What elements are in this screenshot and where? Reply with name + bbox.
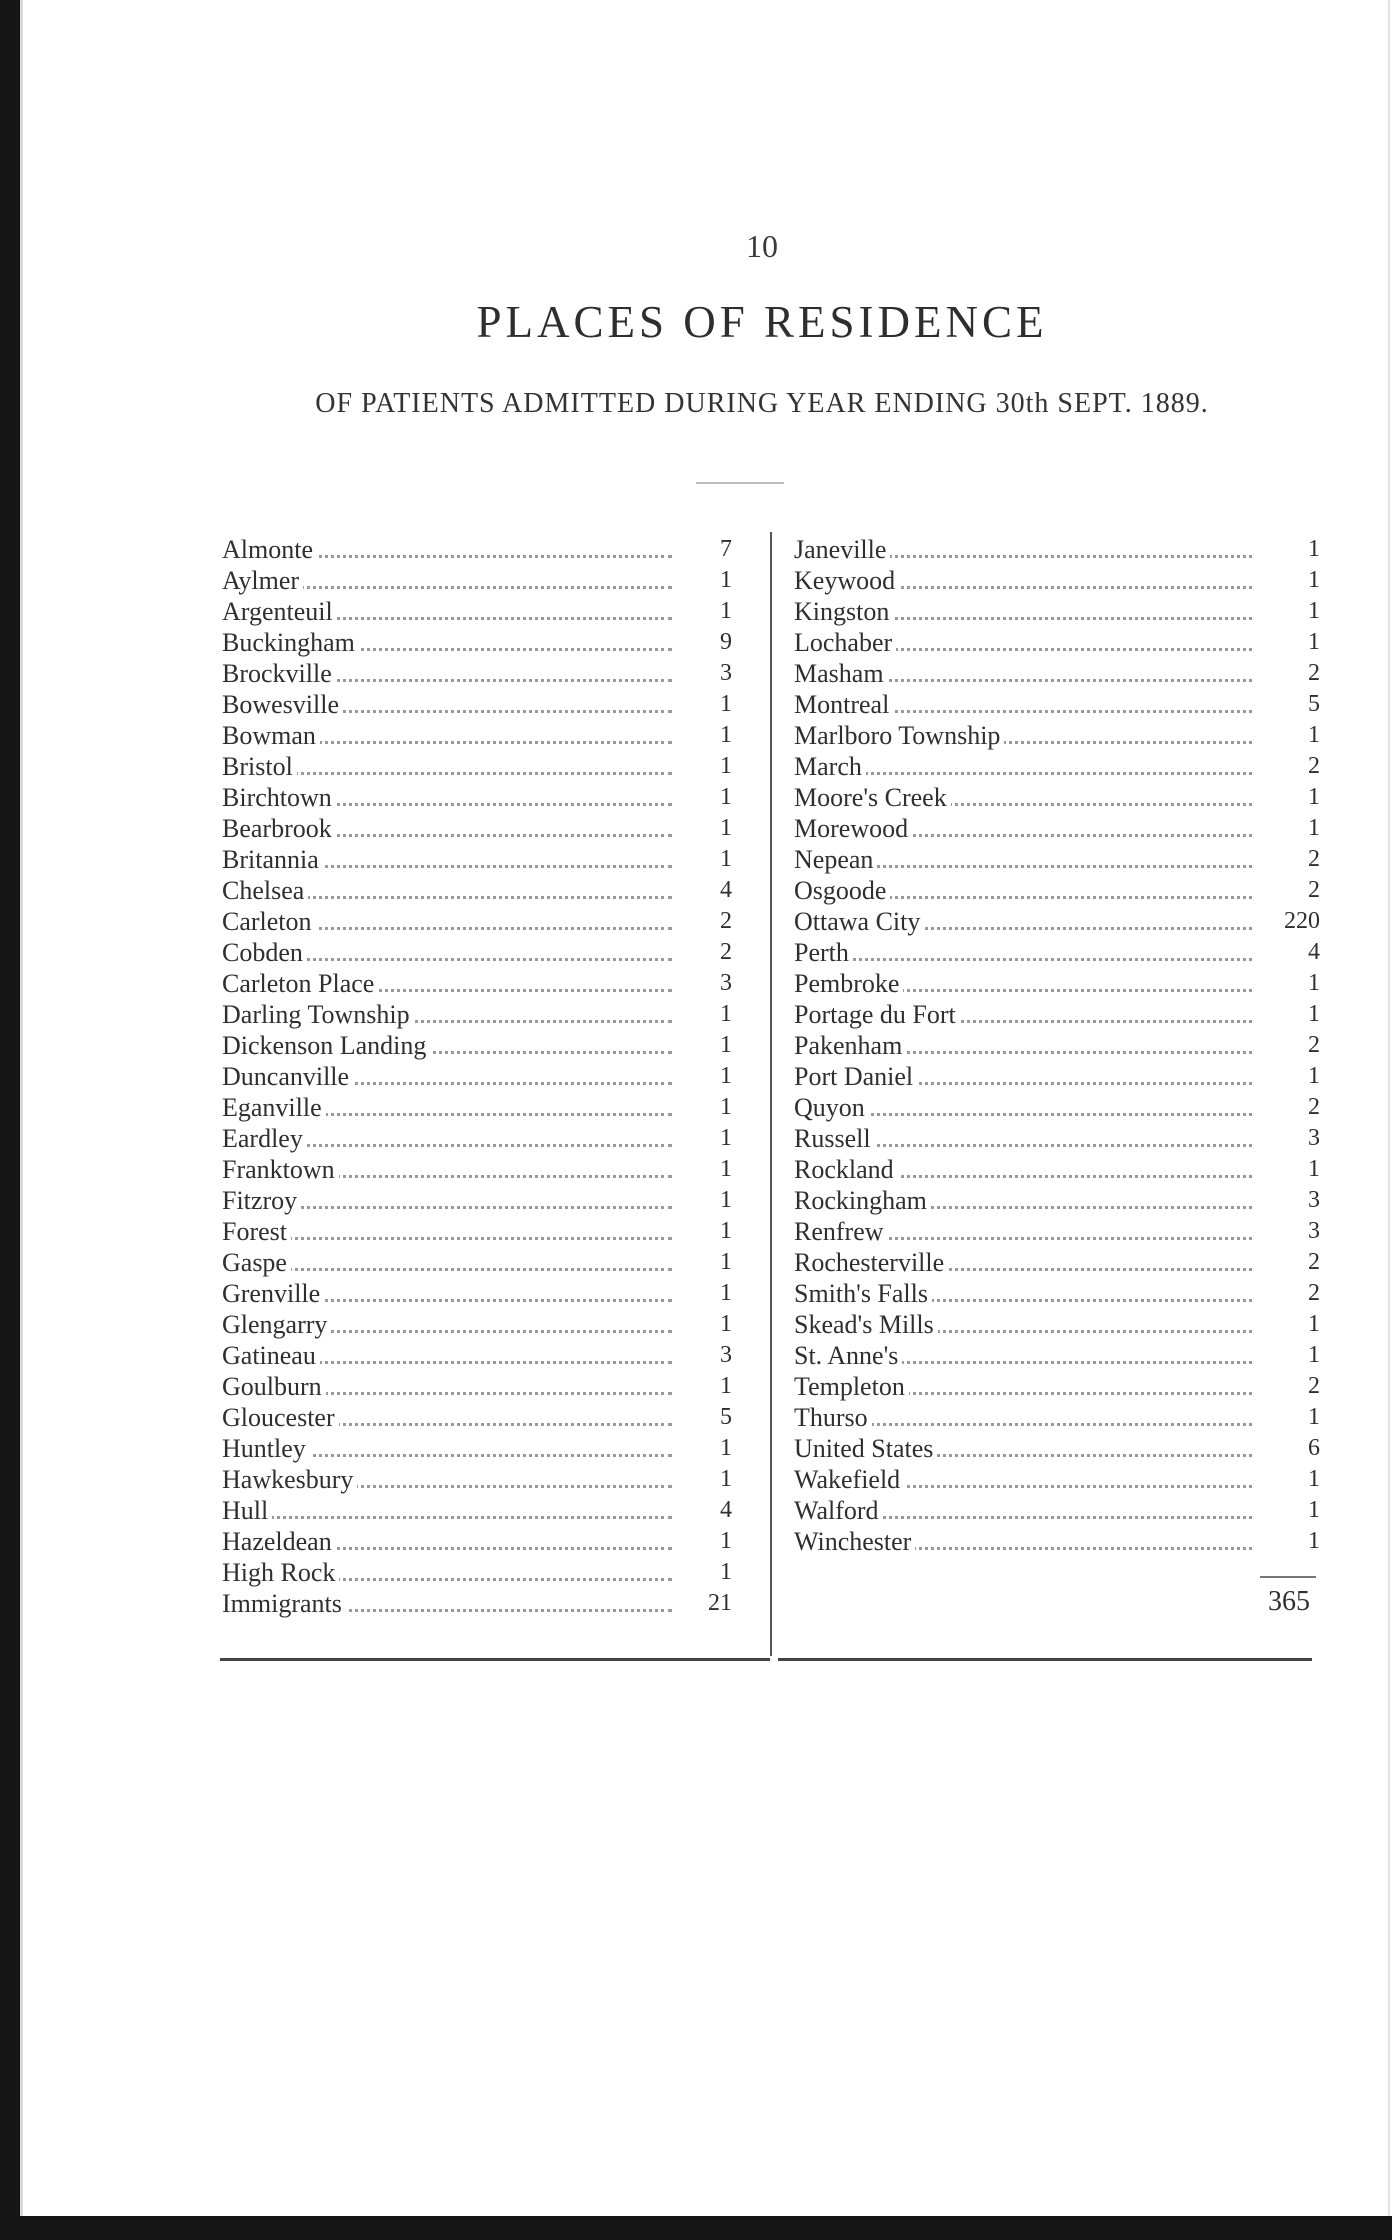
list-item (222, 1557, 732, 1588)
patient-count: 2 (1308, 1094, 1320, 1120)
list-item (794, 534, 1320, 565)
grand-total: 365 (1268, 1586, 1310, 1617)
place-name: Brockville (222, 658, 336, 689)
list-item (222, 1247, 732, 1278)
list-item (794, 906, 1320, 937)
list-item (794, 565, 1320, 596)
list-item (222, 1433, 732, 1464)
list-item (222, 1030, 732, 1061)
list-item (794, 1278, 1320, 1309)
place-name: Goulburn (222, 1371, 326, 1402)
list-item (794, 1371, 1320, 1402)
patient-count: 1 (1308, 1001, 1320, 1027)
place-name: Walford (794, 1495, 883, 1526)
patient-count: 1 (1308, 1311, 1320, 1337)
page-title: PLACES OF RESIDENCE (476, 297, 1048, 347)
patient-count: 1 (720, 1466, 732, 1492)
place-name: United States (794, 1433, 937, 1464)
place-name: Immigrants (222, 1588, 346, 1619)
list-item (794, 1402, 1320, 1433)
bottom-rule-left (220, 1658, 770, 1661)
place-name: Glengarry (222, 1309, 331, 1340)
place-name: Montreal (794, 689, 893, 720)
list-item (222, 658, 732, 689)
bottom-rule-right (778, 1658, 1312, 1661)
place-name: Chelsea (222, 875, 308, 906)
list-item (222, 1185, 732, 1216)
place-name: Gaspe (222, 1247, 291, 1278)
place-name: Wakefield (794, 1464, 904, 1495)
column-divider (770, 532, 772, 1656)
list-item (222, 751, 732, 782)
patient-count: 3 (720, 970, 732, 996)
list-item (794, 1123, 1320, 1154)
list-item (222, 1340, 732, 1371)
list-item (222, 1495, 732, 1526)
patient-count: 5 (1308, 691, 1320, 717)
list-item (794, 1216, 1320, 1247)
list-item (222, 1154, 732, 1185)
dot-leader (794, 958, 1252, 961)
list-item (794, 875, 1320, 906)
place-name: St. Anne's (794, 1340, 902, 1371)
place-name: Portage du Fort (794, 999, 960, 1030)
patient-count: 3 (1308, 1125, 1320, 1151)
list-item (794, 1340, 1320, 1371)
list-item (794, 1092, 1320, 1123)
place-name: Huntley (222, 1433, 310, 1464)
list-item (794, 1185, 1320, 1216)
list-item (794, 658, 1320, 689)
patient-count: 1 (720, 1311, 732, 1337)
patient-count: 1 (1308, 1063, 1320, 1089)
patient-count: 1 (720, 1187, 732, 1213)
patient-count: 2 (1308, 1032, 1320, 1058)
place-name: Nepean (794, 844, 877, 875)
list-item (222, 1123, 732, 1154)
list-item (794, 720, 1320, 751)
patient-count: 1 (1308, 722, 1320, 748)
place-name: Marlboro Township (794, 720, 1004, 751)
patient-count: 2 (1308, 1373, 1320, 1399)
place-name: Kingston (794, 596, 893, 627)
patient-count: 2 (1308, 753, 1320, 779)
patient-count: 1 (720, 1280, 732, 1306)
place-name: Winchester (794, 1526, 915, 1557)
place-name: Quyon (794, 1092, 869, 1123)
list-item (222, 875, 732, 906)
patient-count: 1 (720, 1001, 732, 1027)
place-name: Fitzroy (222, 1185, 301, 1216)
place-name: Eganville (222, 1092, 326, 1123)
list-item (794, 999, 1320, 1030)
list-item (794, 968, 1320, 999)
page-left-edge (20, 0, 23, 2216)
patient-count: 21 (708, 1590, 732, 1616)
place-name: Forest (222, 1216, 291, 1247)
patient-count: 4 (1308, 939, 1320, 965)
patient-count: 1 (1308, 567, 1320, 593)
patient-count: 1 (720, 753, 732, 779)
list-item (794, 1464, 1320, 1495)
place-name: Grenville (222, 1278, 324, 1309)
list-item (222, 1278, 732, 1309)
total-rule (1260, 1576, 1316, 1578)
dot-leader (222, 1516, 672, 1519)
place-name: Buckingham (222, 627, 359, 658)
list-item (794, 813, 1320, 844)
list-item (794, 1061, 1320, 1092)
patient-count: 5 (720, 1404, 732, 1430)
patient-count: 2 (1308, 846, 1320, 872)
patient-count: 1 (1308, 1497, 1320, 1523)
page-number: 10 (746, 228, 778, 264)
list-item (222, 1588, 732, 1619)
list-item (794, 1495, 1320, 1526)
place-name: Janeville (794, 534, 890, 565)
patient-count: 2 (1308, 877, 1320, 903)
patient-count: 1 (720, 567, 732, 593)
list-item (222, 627, 732, 658)
patient-count: 220 (1284, 908, 1320, 934)
place-name: Skead's Mills (794, 1309, 938, 1340)
list-item (222, 565, 732, 596)
patient-count: 1 (720, 598, 732, 624)
patient-count: 2 (720, 908, 732, 934)
place-name: Pakenham (794, 1030, 906, 1061)
patient-count: 2 (1308, 1280, 1320, 1306)
patient-count: 1 (720, 1156, 732, 1182)
place-name: Templeton (794, 1371, 909, 1402)
list-item (794, 844, 1320, 875)
list-item (794, 1247, 1320, 1278)
list-item (222, 1309, 732, 1340)
place-name: Renfrew (794, 1216, 888, 1247)
place-name: March (794, 751, 866, 782)
place-name: Eardley (222, 1123, 307, 1154)
place-name: Osgoode (794, 875, 890, 906)
patient-count: 3 (1308, 1218, 1320, 1244)
list-item (222, 999, 732, 1030)
left-column-list (222, 534, 732, 1619)
patient-count: 2 (1308, 660, 1320, 686)
place-name: Aylmer (222, 565, 303, 596)
patient-count: 1 (720, 1249, 732, 1275)
list-item (222, 1216, 732, 1247)
place-name: Bowman (222, 720, 320, 751)
place-name: Dickenson Landing (222, 1030, 430, 1061)
list-item (222, 1526, 732, 1557)
list-item (222, 1464, 732, 1495)
place-name: High Rock (222, 1557, 339, 1588)
document-page (20, 0, 1392, 2216)
place-name: Masham (794, 658, 888, 689)
place-name: Almonte (222, 534, 317, 565)
patient-count: 1 (1308, 536, 1320, 562)
list-item (222, 1402, 732, 1433)
list-item (794, 1309, 1320, 1340)
patient-count: 1 (1308, 629, 1320, 655)
patient-count: 1 (1308, 1466, 1320, 1492)
place-name: Darling Township (222, 999, 414, 1030)
patient-count: 1 (720, 1218, 732, 1244)
patient-count: 1 (720, 1559, 732, 1585)
patient-count: 1 (720, 1435, 732, 1461)
place-name: Carleton Place (222, 968, 378, 999)
place-name: Keywood (794, 565, 899, 596)
patient-count: 1 (720, 691, 732, 717)
list-item (222, 968, 732, 999)
right-column-list (794, 534, 1320, 1557)
title-divider (696, 482, 784, 484)
patient-count: 6 (1308, 1435, 1320, 1461)
place-name: Morewood (794, 813, 912, 844)
patient-count: 1 (720, 784, 732, 810)
patient-count: 1 (1308, 784, 1320, 810)
place-name: Port Daniel (794, 1061, 917, 1092)
patient-count: 4 (720, 877, 732, 903)
list-item (794, 751, 1320, 782)
place-name: Bowesville (222, 689, 343, 720)
place-name: Gloucester (222, 1402, 339, 1433)
list-item (794, 1030, 1320, 1061)
list-item (222, 720, 732, 751)
patient-count: 1 (720, 722, 732, 748)
list-item (222, 1371, 732, 1402)
place-name: Thurso (794, 1402, 872, 1433)
place-name: Ottawa City (794, 906, 924, 937)
place-name: Rockland (794, 1154, 898, 1185)
patient-count: 2 (1308, 1249, 1320, 1275)
place-name: Franktown (222, 1154, 339, 1185)
place-name: Russell (794, 1123, 875, 1154)
place-name: Bristol (222, 751, 297, 782)
place-name: Britannia (222, 844, 323, 875)
patient-count: 1 (1308, 598, 1320, 624)
page-subtitle: OF PATIENTS ADMITTED DURING YEAR ENDING 30th SEPT. 1889. (315, 388, 1209, 419)
patient-count: 1 (1308, 970, 1320, 996)
patient-count: 1 (1308, 1156, 1320, 1182)
patient-count: 1 (1308, 1342, 1320, 1368)
place-name: Hazeldean (222, 1526, 336, 1557)
place-name: Cobden (222, 937, 307, 968)
list-item (794, 937, 1320, 968)
patient-count: 1 (720, 1094, 732, 1120)
list-item (222, 813, 732, 844)
place-name: Carleton (222, 906, 316, 937)
list-item (222, 596, 732, 627)
patient-count: 2 (720, 939, 732, 965)
place-name: Moore's Creek (794, 782, 951, 813)
patient-count: 1 (1308, 815, 1320, 841)
patient-count: 1 (720, 815, 732, 841)
patient-count: 1 (720, 1528, 732, 1554)
list-item (222, 844, 732, 875)
patient-count: 7 (720, 536, 732, 562)
patient-count: 3 (1308, 1187, 1320, 1213)
list-item (794, 1526, 1320, 1557)
list-item (794, 782, 1320, 813)
list-item (222, 1092, 732, 1123)
patient-count: 1 (720, 846, 732, 872)
patient-count: 1 (720, 1373, 732, 1399)
patient-count: 9 (720, 629, 732, 655)
list-item (222, 689, 732, 720)
list-item (222, 1061, 732, 1092)
patient-count: 1 (720, 1125, 732, 1151)
place-name: Perth (794, 937, 853, 968)
patient-count: 1 (720, 1063, 732, 1089)
patient-count: 1 (1308, 1404, 1320, 1430)
place-name: Pembroke (794, 968, 903, 999)
place-name: Gatineau (222, 1340, 320, 1371)
place-name: Smith's Falls (794, 1278, 932, 1309)
list-item (794, 689, 1320, 720)
list-item (222, 906, 732, 937)
list-item (794, 627, 1320, 658)
patient-count: 3 (720, 1342, 732, 1368)
list-item (222, 937, 732, 968)
patient-count: 1 (1308, 1528, 1320, 1554)
place-name: Duncanville (222, 1061, 353, 1092)
place-name: Bearbrook (222, 813, 336, 844)
patient-count: 3 (720, 660, 732, 686)
place-name: Rochesterville (794, 1247, 948, 1278)
patient-count: 4 (720, 1497, 732, 1523)
place-name: Hull (222, 1495, 272, 1526)
list-item (794, 1154, 1320, 1185)
list-item (222, 782, 732, 813)
place-name: Rockingham (794, 1185, 931, 1216)
list-item (794, 596, 1320, 627)
list-item (794, 1433, 1320, 1464)
list-item (222, 534, 732, 565)
place-name: Argenteuil (222, 596, 337, 627)
place-name: Lochaber (794, 627, 896, 658)
place-name: Birchtown (222, 782, 336, 813)
place-name: Hawkesbury (222, 1464, 357, 1495)
patient-count: 1 (720, 1032, 732, 1058)
